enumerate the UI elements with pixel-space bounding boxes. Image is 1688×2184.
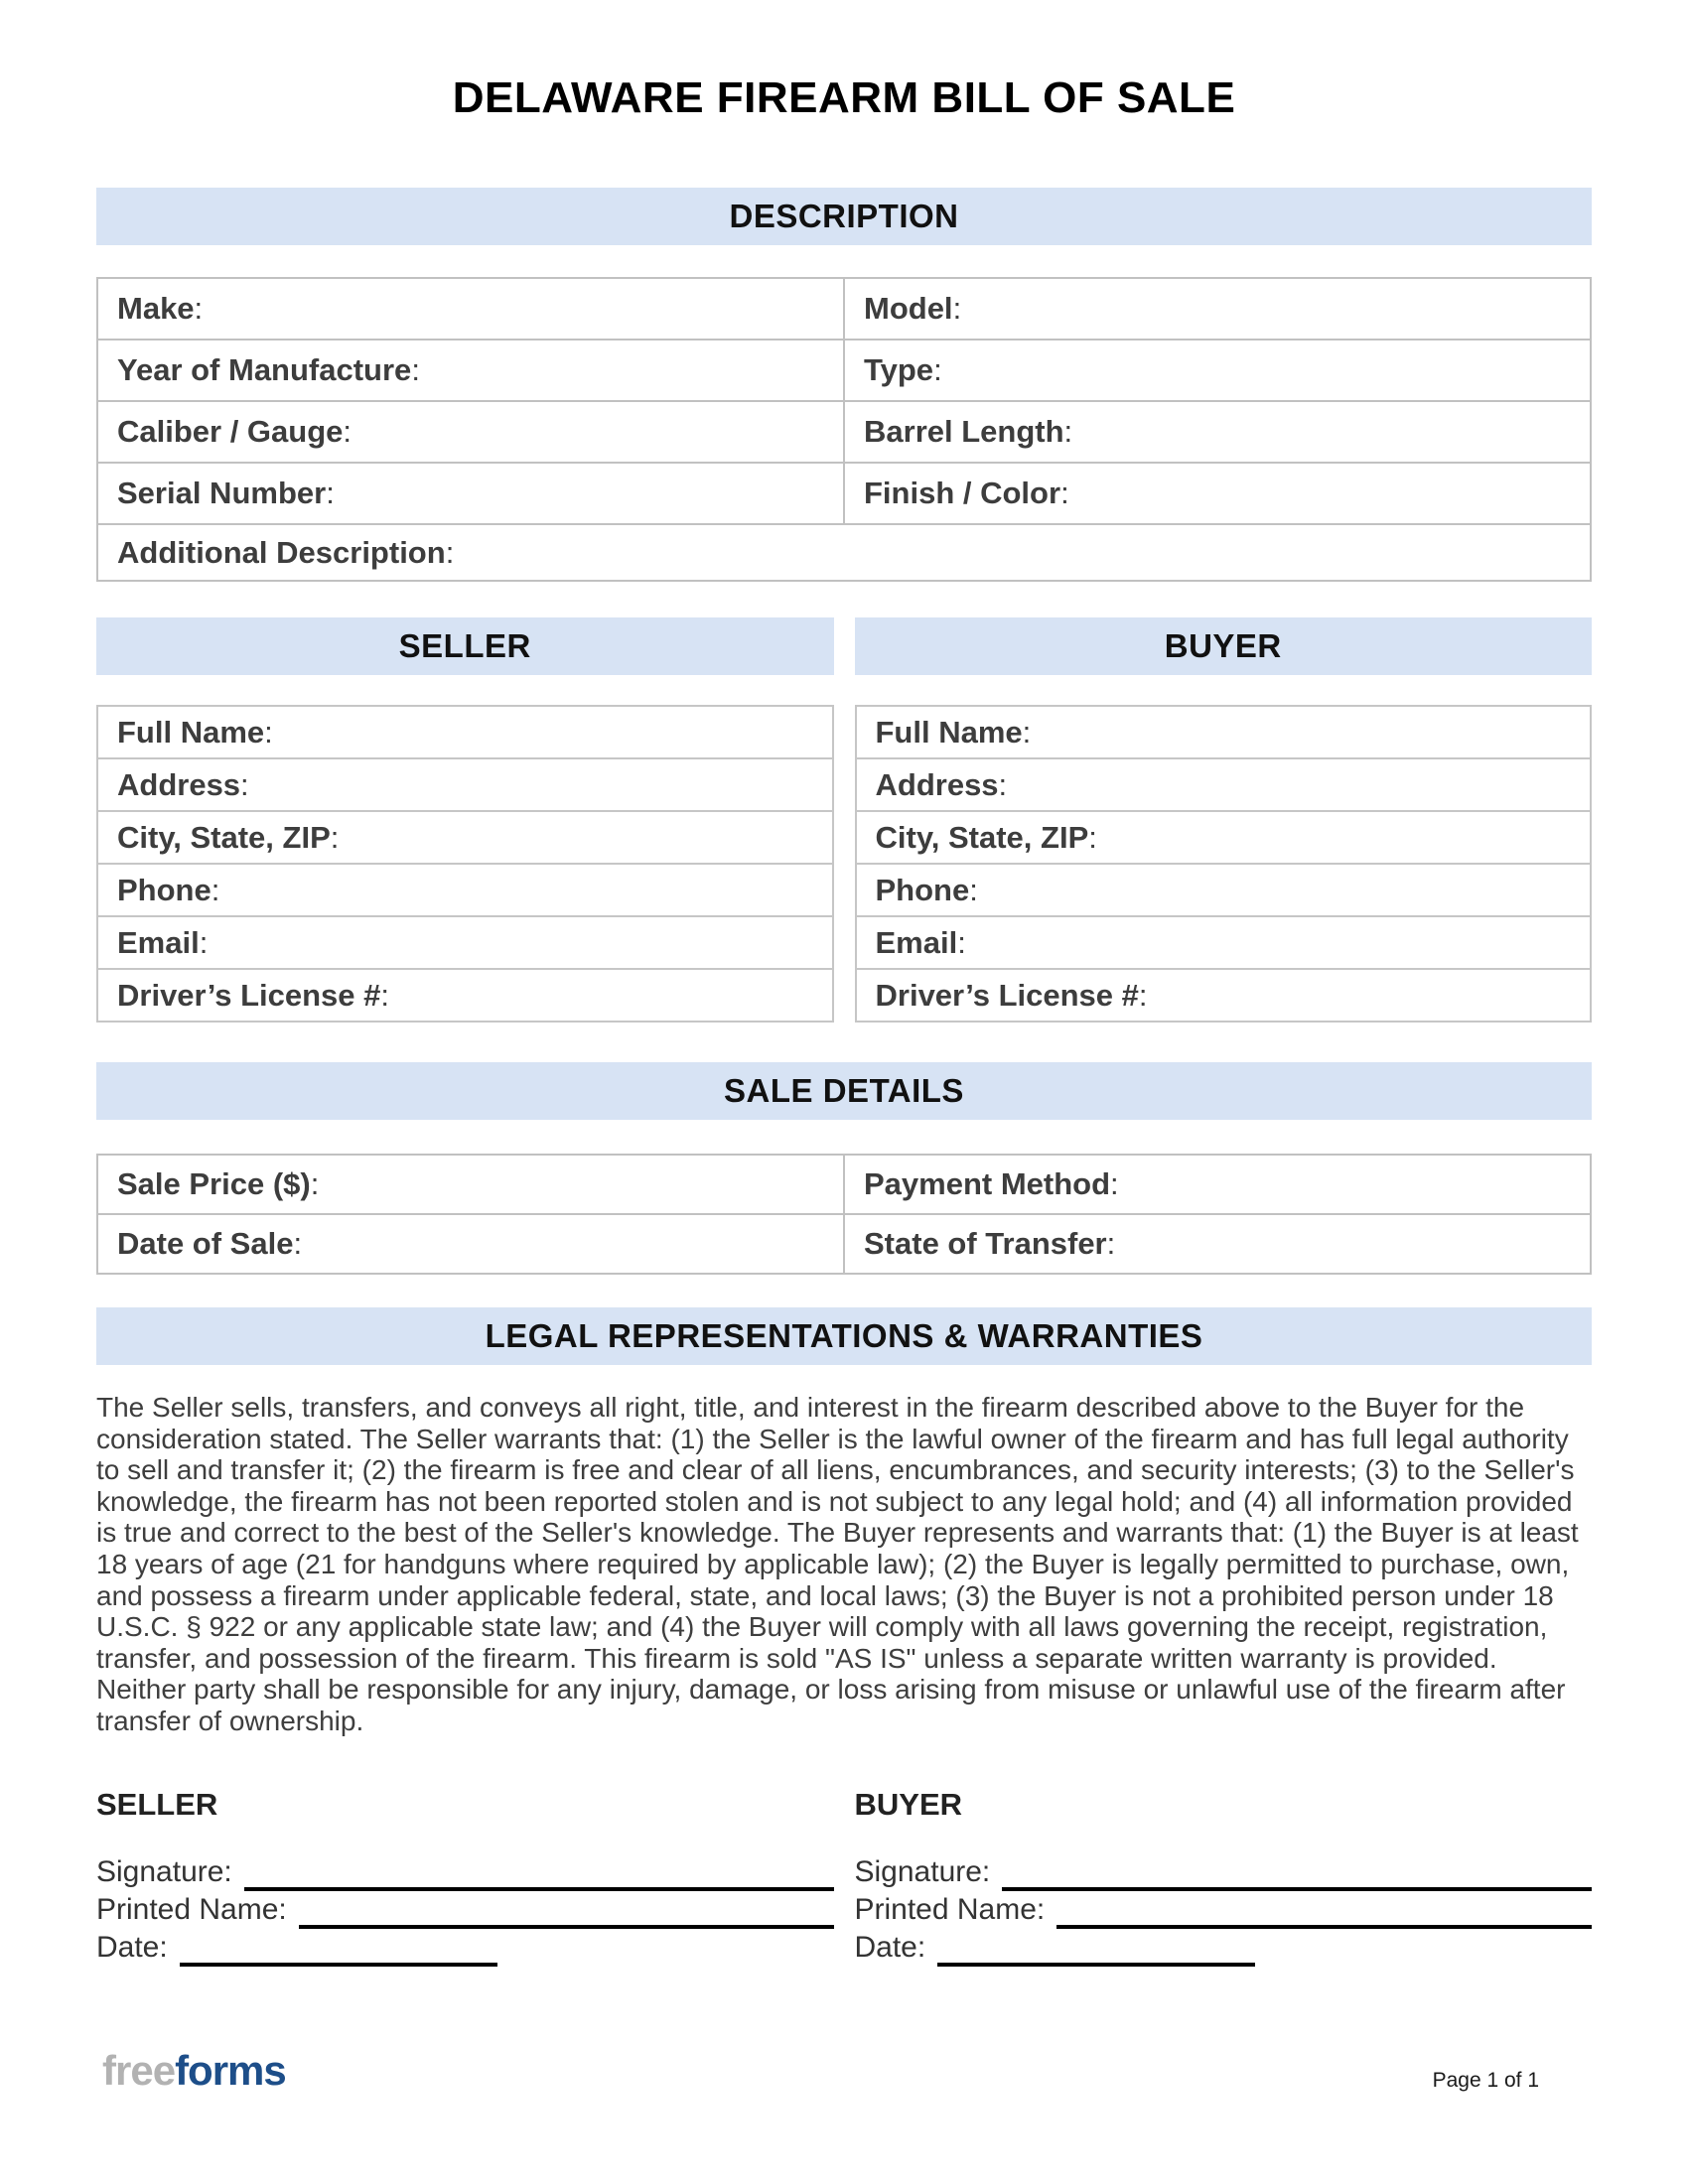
field-label-seller-drivers-license: Driver’s License #: [117, 977, 390, 1013]
field-cell-make [97, 278, 844, 340]
buyer-table [855, 705, 1593, 1023]
seller-signature-heading: SELLER [96, 1786, 218, 1822]
field-label-buyer-phone: Phone: [875, 872, 978, 907]
table-row [97, 706, 833, 758]
field-label-payment-method: Payment Method: [864, 1166, 1119, 1201]
field-label-seller-city-state-zip: City, State, ZIP: [117, 819, 340, 855]
table-row [97, 278, 1591, 340]
field-cell-seller-email [97, 916, 833, 969]
table-row [856, 758, 1592, 811]
field-label-year-of-manufacture: Year of Manufacture: [117, 352, 420, 387]
section-header-sale-details-label: SALE DETAILS [724, 1072, 964, 1109]
table-row [856, 864, 1592, 916]
section-header-sale-details [96, 1062, 1592, 1120]
date-label: Date: [854, 1930, 926, 1964]
signature-row [855, 1853, 1593, 1891]
table-row [97, 916, 833, 969]
field-cell-barrel-length [844, 401, 1591, 463]
field-label-state-of-transfer: State of Transfer: [864, 1226, 1116, 1261]
field-label-buyer-address: Address: [875, 766, 1008, 802]
field-label-barrel-length: Barrel Length: [864, 414, 1073, 449]
section-header-buyer [855, 617, 1593, 675]
field-cell-state-of-transfer [844, 1214, 1591, 1274]
field-label-buyer-city-state-zip: City, State, ZIP: [875, 819, 1097, 855]
section-header-seller [96, 617, 834, 675]
date-label: Date: [96, 1930, 168, 1964]
buyer-column [855, 617, 1593, 1023]
field-cell-finish-color [844, 463, 1591, 524]
section-header-description [96, 188, 1592, 245]
field-label-buyer-email: Email: [875, 924, 966, 960]
field-label-buyer-drivers-license: Driver’s License #: [875, 977, 1148, 1013]
buyer-printed-name-line [1056, 1924, 1592, 1929]
signature-block-seller [96, 1787, 834, 1967]
table-row [97, 401, 1591, 463]
description-table [96, 277, 1592, 582]
field-cell-sale-price [97, 1155, 844, 1214]
logo-free-text: free [102, 2047, 176, 2094]
field-cell-model [844, 278, 1591, 340]
field-label-serial-number: Serial Number: [117, 476, 335, 510]
signature-section [96, 1787, 1592, 1967]
table-row [97, 1155, 1591, 1214]
field-cell-seller-address [97, 758, 833, 811]
field-cell-buyer-drivers-license [856, 969, 1592, 1022]
page-number: Page 1 of 1 [1432, 2069, 1539, 2092]
page-title: DELAWARE FIREARM BILL OF SALE [452, 73, 1236, 122]
legal-paragraph: The Seller sells, transfers, and conveys all right, title, and interest in the firearm described above to the Buyer for the consideration stated. The Seller warrants that: (1) the Seller is the lawful owner of the firearm and has full legal authority to sell and transfer it; (2) the firearm is free and clear of all liens, encumbrances, and security interests; (3) to the Seller's knowledge, the firearm has not been reported stolen and is not subject to any legal hold; and (4) all information provided is true and correct to the best of the Seller's knowledge. The Buyer represents and warrants that: (1) the Buyer is at least 18 years of age (21 for handguns where required by applicable law); (2) the Buyer is legally permitted to purchase, own, and possess a firearm under applicable federal, state, and local laws; (3) the Buyer is not a prohibited person under 18 U.S.C. § 922 or any applicable state law; and (4) the Buyer will comply with all laws governing the receipt, registration, transfer, and possession of the firearm. This firearm is sold "AS IS" unless a separate written warranty is provided. Neither party shall be responsible for any injury, damage, or loss arising from misuse or unlawful use of the firearm after transfer of ownership. [96, 1392, 1579, 1736]
section-header-legal [96, 1307, 1592, 1365]
buyer-signature-rows [855, 1853, 1593, 1967]
table-row [97, 811, 833, 864]
seller-signature-line [244, 1886, 834, 1891]
seller-buyer-section [96, 617, 1592, 1023]
field-label-finish-color: Finish / Color: [864, 476, 1069, 510]
printed-name-label: Printed Name: [854, 1892, 1046, 1926]
printed-name-row [855, 1891, 1593, 1929]
printed-name-row [96, 1891, 834, 1929]
table-row [97, 340, 1591, 401]
field-cell-seller-city-state-zip [97, 811, 833, 864]
field-cell-buyer-phone [856, 864, 1592, 916]
field-label-sale-price: Sale Price ($): [117, 1166, 320, 1201]
field-label-seller-full-name: Full Name: [117, 714, 273, 750]
field-cell-payment-method [844, 1155, 1591, 1214]
field-cell-seller-phone [97, 864, 833, 916]
signature-block-buyer [855, 1787, 1593, 1967]
buyer-signature-heading: BUYER [854, 1786, 963, 1822]
printed-name-label: Printed Name: [96, 1892, 287, 1926]
signature-label: Signature: [854, 1854, 991, 1888]
field-label-date-of-sale: Date of Sale: [117, 1226, 303, 1261]
field-cell-seller-drivers-license [97, 969, 833, 1022]
table-row [856, 811, 1592, 864]
field-label-make: Make: [117, 291, 204, 326]
section-header-buyer-label: BUYER [1164, 627, 1282, 664]
section-header-seller-label: SELLER [398, 627, 531, 664]
field-cell-caliber-gauge [97, 401, 844, 463]
table-row [97, 524, 1591, 581]
signature-row [96, 1853, 834, 1891]
seller-printed-name-line [299, 1924, 834, 1929]
seller-table [96, 705, 834, 1023]
field-cell-date-of-sale [97, 1214, 844, 1274]
field-cell-type [844, 340, 1591, 401]
field-label-additional-description: Additional Description: [117, 534, 455, 570]
field-label-model: Model: [864, 291, 962, 326]
buyer-signature-line [1002, 1886, 1592, 1891]
section-header-description-label: DESCRIPTION [729, 198, 959, 234]
table-row [97, 864, 833, 916]
date-row [855, 1929, 1593, 1967]
field-label-seller-phone: Phone: [117, 872, 220, 907]
sale-details-table [96, 1154, 1592, 1275]
table-row [97, 758, 833, 811]
field-cell-buyer-full-name [856, 706, 1592, 758]
table-row [856, 916, 1592, 969]
table-row [97, 969, 833, 1022]
signature-label: Signature: [96, 1854, 232, 1888]
field-cell-buyer-address [856, 758, 1592, 811]
section-header-legal-label: LEGAL REPRESENTATIONS & WARRANTIES [485, 1317, 1203, 1354]
date-row [96, 1929, 834, 1967]
seller-date-line [180, 1962, 497, 1967]
field-cell-buyer-email [856, 916, 1592, 969]
table-row [97, 1214, 1591, 1274]
field-label-caliber-gauge: Caliber / Gauge: [117, 414, 352, 449]
seller-column [96, 617, 834, 1023]
seller-signature-rows [96, 1853, 834, 1967]
field-label-seller-email: Email: [117, 924, 209, 960]
field-label-buyer-full-name: Full Name: [875, 714, 1032, 750]
table-row [856, 706, 1592, 758]
table-row [856, 969, 1592, 1022]
table-row [97, 463, 1591, 524]
field-cell-seller-full-name [97, 706, 833, 758]
document-content [96, 0, 1592, 1967]
field-label-seller-address: Address: [117, 766, 249, 802]
field-cell-additional-description [97, 524, 1591, 581]
freeforms-logo [102, 2047, 286, 2095]
field-label-type: Type: [864, 352, 942, 387]
field-cell-buyer-city-state-zip [856, 811, 1592, 864]
field-cell-year-of-manufacture [97, 340, 844, 401]
logo-forms-text: forms [175, 2047, 286, 2094]
buyer-date-line [937, 1962, 1255, 1967]
field-cell-serial-number [97, 463, 844, 524]
